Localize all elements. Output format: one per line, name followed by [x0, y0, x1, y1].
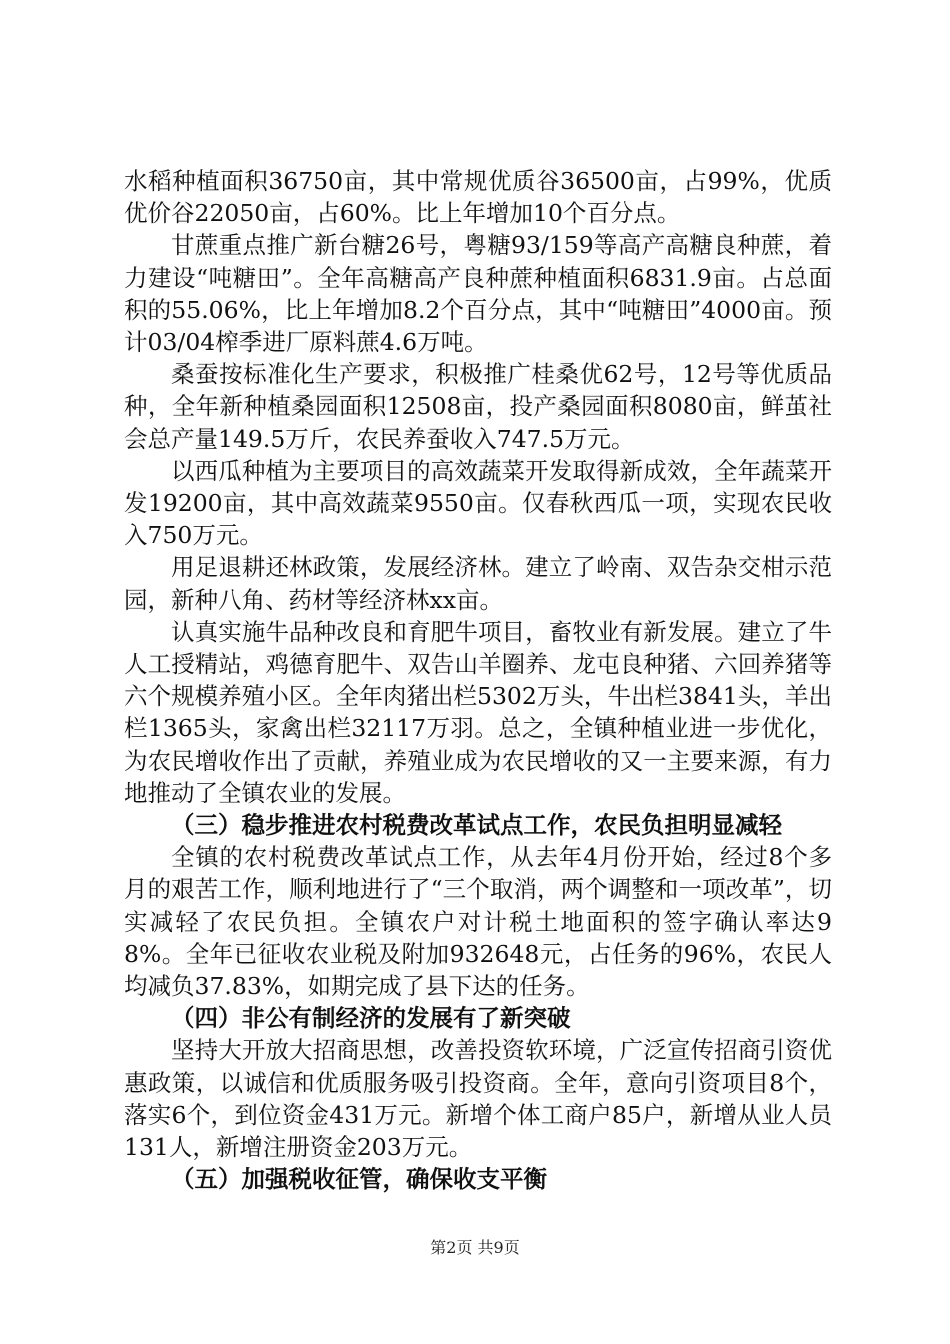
paragraph-forestry: 用足退耕还林政策，发展经济林。建立了岭南、双告杂交柑示范园，新种八角、药材等经济林xx亩。	[124, 553, 832, 614]
document-body	[124, 165, 832, 1196]
paragraph-livestock: 认真实施牛品种改良和育肥牛项目，畜牧业有新发展。建立了牛人工授精站，鸡德育肥牛、双告山羊圈养、龙屯良种猪、六回养猪等六个规模养殖小区。全年肉猪出栏5302万头，牛出栏3841头，羊出栏1365头，家禽出栏32117万羽。总之，全镇种植业进一步优化，为农民增收作出了贡献，养殖业成为农民增收的又一主要来源，有力地推动了全镇农业的发展。	[124, 617, 832, 807]
paragraph-sericulture: 桑蚕按标准化生产要求，积极推广桂桑优62号，12号等优质品种，全年新种植桑园面积12508亩，投产桑园面积8080亩，鲜茧社会总产量149.5万斤，农民养蚕收入747.5万元。	[124, 360, 832, 453]
paragraph-tax-reform: 全镇的农村税费改革试点工作，从去年4月份开始，经过8个多月的艰苦工作，顺利地进行了“三个取消，两个调整和一项改革”，切实减轻了农民负担。全镇农户对计税土地面积的签字确认率达98%。全年已征收农业税及附加932648元，占任务的96%，农民人均减负37.83%，如期完成了县下达的任务。	[124, 843, 832, 1001]
paragraph-rice: 水稻种植面积36750亩，其中常规优质谷36500亩，占99%，优质优价谷22050亩，占60%。比上年增加10个百分点。	[124, 167, 832, 228]
paragraph-sugarcane: 甘蔗重点推广新台糖26号，粤糖93/159等高产高糖良种蔗，着力建设“吨糖田”。全年高糖高产良种蔗种植面积6831.9亩。占总面积的55.06%，比上年增加8.2个百分点，其中“吨糖田”4000亩。预计03/04榨季进厂原料蔗4.6万吨。	[124, 231, 832, 357]
page-number: 第2页 共9页	[430, 1238, 520, 1257]
section-heading-tax-collection: （五）加强税收征管，确保收支平衡	[171, 1165, 547, 1194]
section-heading-tax-reform: （三）稳步推进农村税费改革试点工作，农民负担明显减轻	[171, 811, 782, 840]
section-heading-private-economy: （四）非公有制经济的发展有了新突破	[171, 1004, 571, 1033]
paragraph-investment: 坚持大开放大招商思想，改善投资软环境，广泛宣传招商引资优惠政策，以诚信和优质服务吸引投资商。全年，意向引资项目8个，落实6个，到位资金431万元。新增个体工商户85户，新增从业人员131人，新增注册资金203万元。	[124, 1036, 832, 1162]
paragraph-vegetables: 以西瓜种植为主要项目的高效蔬菜开发取得新成效，全年蔬菜开发19200亩，其中高效蔬菜9550亩。仅春秋西瓜一项，实现农民收入750万元。	[124, 456, 832, 550]
